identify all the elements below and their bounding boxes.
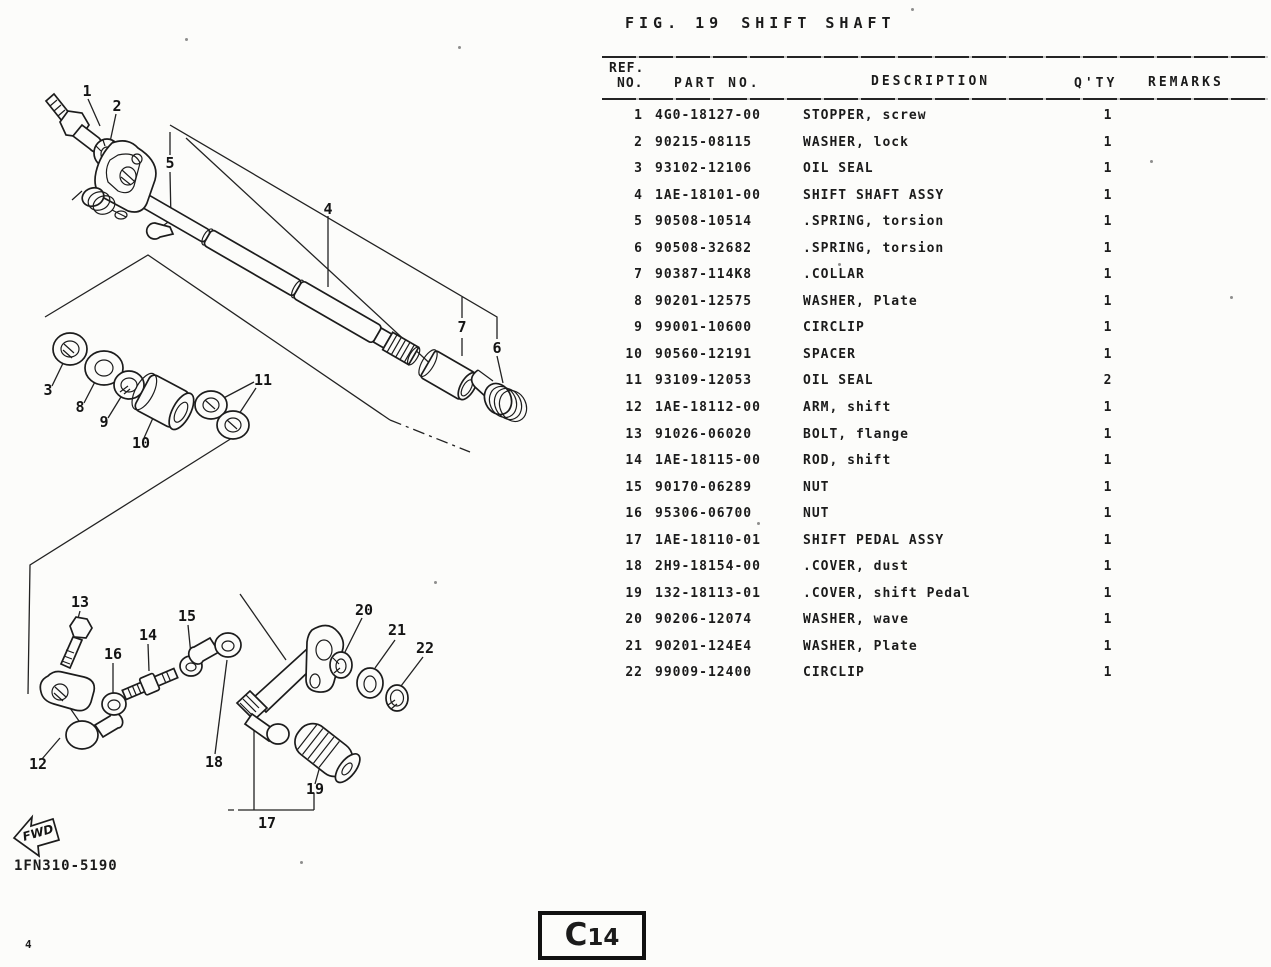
cell-description: BOLT, flange: [803, 426, 909, 442]
table-row: [605, 342, 1269, 369]
cell-qty: 1: [1103, 665, 1113, 681]
cell-remarks: [1131, 581, 1221, 608]
cell-qty: 1: [1103, 108, 1113, 123]
header-part-no: PART NO.: [674, 76, 761, 91]
cell-qty: 1: [1103, 161, 1113, 177]
cell-remarks: [1131, 342, 1221, 369]
cell-remarks: [1131, 236, 1221, 263]
callout-number-17: 17: [257, 814, 277, 832]
table-row: [605, 103, 1269, 130]
cell-ref-no: 5: [634, 214, 643, 230]
cell-remarks: [1131, 501, 1221, 528]
cell-qty: 1: [1103, 400, 1113, 416]
table-row: [605, 289, 1269, 316]
cell-ref-no: 12: [625, 400, 643, 416]
cell-qty: 1: [1103, 320, 1113, 336]
table-row: [605, 528, 1269, 555]
table-top-rule: [602, 56, 1268, 58]
page-code-number: 14: [587, 925, 620, 951]
cell-ref-no: 4: [634, 187, 643, 203]
cell-qty: 1: [1103, 187, 1113, 203]
scan-speck: [185, 38, 188, 41]
table-header-rule: [602, 98, 1268, 100]
cell-part-no: 90508-10514: [655, 214, 753, 230]
callout-number-10: 10: [131, 434, 151, 452]
cell-remarks: [1131, 130, 1221, 157]
cell-remarks: [1131, 103, 1221, 130]
callout-number-18: 18: [204, 753, 224, 771]
page-code-box: [538, 911, 646, 960]
callout-number-1: 1: [82, 82, 92, 100]
part-21-plate-washer: [357, 668, 383, 698]
parts-diagram: [0, 0, 610, 900]
table-row: [605, 130, 1269, 157]
scan-speck: [911, 8, 914, 11]
table-row: [605, 581, 1269, 608]
part-16-nut: [102, 693, 126, 715]
scan-speck: [1150, 160, 1153, 163]
cell-part-no: 99001-10600: [655, 320, 753, 336]
cell-description: .SPRING, torsion: [803, 240, 945, 256]
scan-speck: [757, 522, 760, 525]
cell-ref-no: 3: [634, 161, 643, 177]
cell-ref-no: 14: [625, 453, 643, 469]
cell-description: .COLLAR: [803, 267, 865, 283]
header-ref-line2: NO.: [617, 76, 644, 91]
callout-number-15: 15: [177, 607, 197, 625]
cell-qty: 1: [1103, 532, 1113, 548]
cell-qty: 1: [1103, 453, 1113, 469]
fwd-arrow-label: FWD: [20, 821, 56, 844]
cell-description: .COVER, dust: [803, 559, 909, 575]
table-row: [605, 156, 1269, 183]
cell-ref-no: 20: [625, 612, 643, 628]
cell-description: NUT: [803, 479, 830, 495]
fwd-arrow-icon: [14, 817, 59, 856]
cell-description: WASHER, Plate: [803, 638, 918, 654]
cell-remarks: [1131, 422, 1221, 449]
cell-description: OIL SEAL: [803, 373, 874, 389]
header-remarks: REMARKS: [1148, 75, 1224, 90]
part-20-wave-washer: [330, 652, 352, 678]
cell-description: CIRCLIP: [803, 665, 865, 681]
cell-part-no: 4G0-18127-00: [655, 108, 761, 123]
cell-part-no: 2H9-18154-00: [655, 559, 761, 575]
callout-number-2: 2: [112, 97, 122, 115]
cell-ref-no: 9: [634, 320, 643, 336]
part-4-shift-shaft-assy: [95, 141, 422, 367]
cell-ref-no: 10: [625, 346, 643, 362]
cell-qty: 1: [1103, 585, 1113, 601]
table-row: [605, 262, 1269, 289]
cell-part-no: 1AE-18110-01: [655, 532, 761, 548]
cell-remarks: [1131, 607, 1221, 634]
drawing-code: 1FN310-5190: [14, 858, 118, 874]
cell-description: .COVER, shift Pedal: [803, 585, 971, 601]
cell-remarks: [1131, 660, 1221, 687]
cell-qty: 1: [1103, 346, 1113, 362]
callout-number-6: 6: [492, 339, 502, 357]
cell-part-no: 90201-124E4: [655, 638, 753, 654]
cell-remarks: [1131, 475, 1221, 502]
cell-part-no: 90508-32682: [655, 240, 753, 256]
cell-part-no: 90206-12074: [655, 612, 753, 628]
table-rows: [605, 103, 1269, 687]
cell-remarks: [1131, 262, 1221, 289]
part-14-shift-rod: [121, 665, 180, 703]
scan-speck: [1230, 296, 1233, 299]
cell-qty: 1: [1103, 134, 1113, 150]
header-ref-line1: REF.: [609, 61, 645, 76]
figure-name: SHIFT SHAFT: [741, 14, 896, 32]
part-3-oil-seal: [53, 333, 87, 365]
cell-ref-no: 17: [625, 532, 643, 548]
table-row: [605, 236, 1269, 263]
cell-qty: 1: [1103, 214, 1113, 230]
table-row: [605, 183, 1269, 210]
scan-speck: [838, 263, 841, 266]
cell-remarks: [1131, 368, 1221, 395]
cell-part-no: 91026-06020: [655, 426, 753, 442]
part-18-dust-cover: [189, 633, 241, 664]
cell-remarks: [1131, 156, 1221, 183]
scan-speck: [458, 46, 461, 49]
cell-ref-no: 2: [634, 134, 643, 150]
cell-description: OIL SEAL: [803, 161, 874, 177]
cell-part-no: 93102-12106: [655, 161, 753, 177]
cell-part-no: 1AE-18115-00: [655, 453, 761, 469]
part-1-stopper-screw: [46, 94, 102, 152]
callout-number-13: 13: [70, 593, 90, 611]
page-number: 4: [25, 938, 32, 951]
cell-remarks: [1131, 289, 1221, 316]
cell-description: NUT: [803, 506, 830, 522]
cell-part-no: 132-18113-01: [655, 585, 761, 601]
cell-remarks: [1131, 395, 1221, 422]
cell-ref-no: 11: [625, 373, 643, 389]
callout-number-9: 9: [99, 413, 109, 431]
part-22-circlip: [386, 685, 408, 711]
cell-ref-no: 16: [625, 506, 643, 522]
callout-number-19: 19: [305, 780, 325, 798]
cell-remarks: [1131, 315, 1221, 342]
scan-speck: [434, 581, 437, 584]
cell-ref-no: 22: [625, 665, 643, 681]
cell-part-no: 99009-12400: [655, 665, 753, 681]
cell-qty: 1: [1103, 240, 1113, 256]
cell-remarks: [1131, 183, 1221, 210]
cell-description: STOPPER, screw: [803, 108, 927, 123]
cell-part-no: 90201-12575: [655, 293, 753, 309]
cell-qty: 1: [1103, 638, 1113, 654]
cell-part-no: 95306-06700: [655, 506, 753, 522]
table-row: [605, 475, 1269, 502]
cell-part-no: 93109-12053: [655, 373, 753, 389]
cell-qty: 1: [1103, 612, 1113, 628]
cell-description: CIRCLIP: [803, 320, 865, 336]
callout-number-16: 16: [103, 645, 123, 663]
cell-description: ARM, shift: [803, 400, 892, 416]
cell-remarks: [1131, 448, 1221, 475]
scan-speck: [300, 861, 303, 864]
cell-ref-no: 8: [634, 293, 643, 309]
cell-part-no: 90215-08115: [655, 134, 753, 150]
cell-description: SHIFT SHAFT ASSY: [803, 187, 945, 203]
cell-remarks: [1131, 209, 1221, 236]
callout-number-3: 3: [43, 381, 53, 399]
table-row: [605, 368, 1269, 395]
callout-number-12: 12: [28, 755, 48, 773]
part-7-collar: [415, 347, 482, 403]
cell-remarks: [1131, 554, 1221, 581]
cell-part-no: 90387-114K8: [655, 267, 753, 283]
table-row: [605, 448, 1269, 475]
part-11-oil-seals: [195, 391, 249, 439]
table-row: [605, 554, 1269, 581]
table-row: [605, 395, 1269, 422]
cell-ref-no: 19: [625, 585, 643, 601]
figure-label: FIG. 19: [625, 14, 724, 32]
callout-number-7: 7: [457, 318, 467, 336]
cell-qty: 1: [1103, 506, 1113, 522]
header-qty: Q'TY: [1074, 76, 1118, 91]
header-description: DESCRIPTION: [871, 74, 991, 89]
page-code-letter: C: [564, 917, 588, 953]
cell-remarks: [1131, 528, 1221, 555]
cell-ref-no: 18: [625, 559, 643, 575]
cell-ref-no: 21: [625, 638, 643, 654]
cell-description: SPACER: [803, 346, 856, 362]
figure-title: [625, 14, 896, 32]
table-row: [605, 422, 1269, 449]
callout-number-14: 14: [138, 626, 158, 644]
callout-number-11: 11: [253, 371, 273, 389]
cell-ref-no: 6: [634, 240, 643, 256]
cell-part-no: 1AE-18101-00: [655, 187, 761, 203]
part-19-pedal-cover: [289, 717, 365, 787]
cell-qty: 1: [1103, 559, 1113, 575]
table-row: [605, 209, 1269, 236]
cell-qty: 1: [1103, 426, 1113, 442]
callout-number-22: 22: [415, 639, 435, 657]
cell-qty: 2: [1103, 373, 1113, 389]
table-row: [605, 607, 1269, 634]
cell-remarks: [1131, 634, 1221, 661]
table-row: [605, 634, 1269, 661]
cell-part-no: 90560-12191: [655, 346, 753, 362]
cell-qty: 1: [1103, 267, 1113, 283]
cell-qty: 1: [1103, 479, 1113, 495]
callout-number-4: 4: [323, 200, 333, 218]
cell-description: SHIFT PEDAL ASSY: [803, 532, 945, 548]
table-row: [605, 660, 1269, 687]
cell-ref-no: 1: [634, 108, 643, 123]
table-row: [605, 501, 1269, 528]
cell-qty: 1: [1103, 293, 1113, 309]
callout-number-20: 20: [354, 601, 374, 619]
cell-part-no: 90170-06289: [655, 479, 753, 495]
cell-description: WASHER, wave: [803, 612, 909, 628]
callout-number-5: 5: [165, 154, 175, 172]
table-row: [605, 315, 1269, 342]
cell-description: .SPRING, torsion: [803, 214, 945, 230]
cell-ref-no: 13: [625, 426, 643, 442]
cell-ref-no: 7: [634, 267, 643, 283]
cell-description: ROD, shift: [803, 453, 892, 469]
callout-number-8: 8: [75, 398, 85, 416]
callout-number-21: 21: [387, 621, 407, 639]
part-13-flange-bolt: [61, 617, 92, 668]
cell-description: WASHER, Plate: [803, 293, 918, 309]
cell-ref-no: 15: [625, 479, 643, 495]
cell-description: WASHER, lock: [803, 134, 909, 150]
part-17-shift-pedal: [237, 625, 343, 744]
cell-part-no: 1AE-18112-00: [655, 400, 761, 416]
